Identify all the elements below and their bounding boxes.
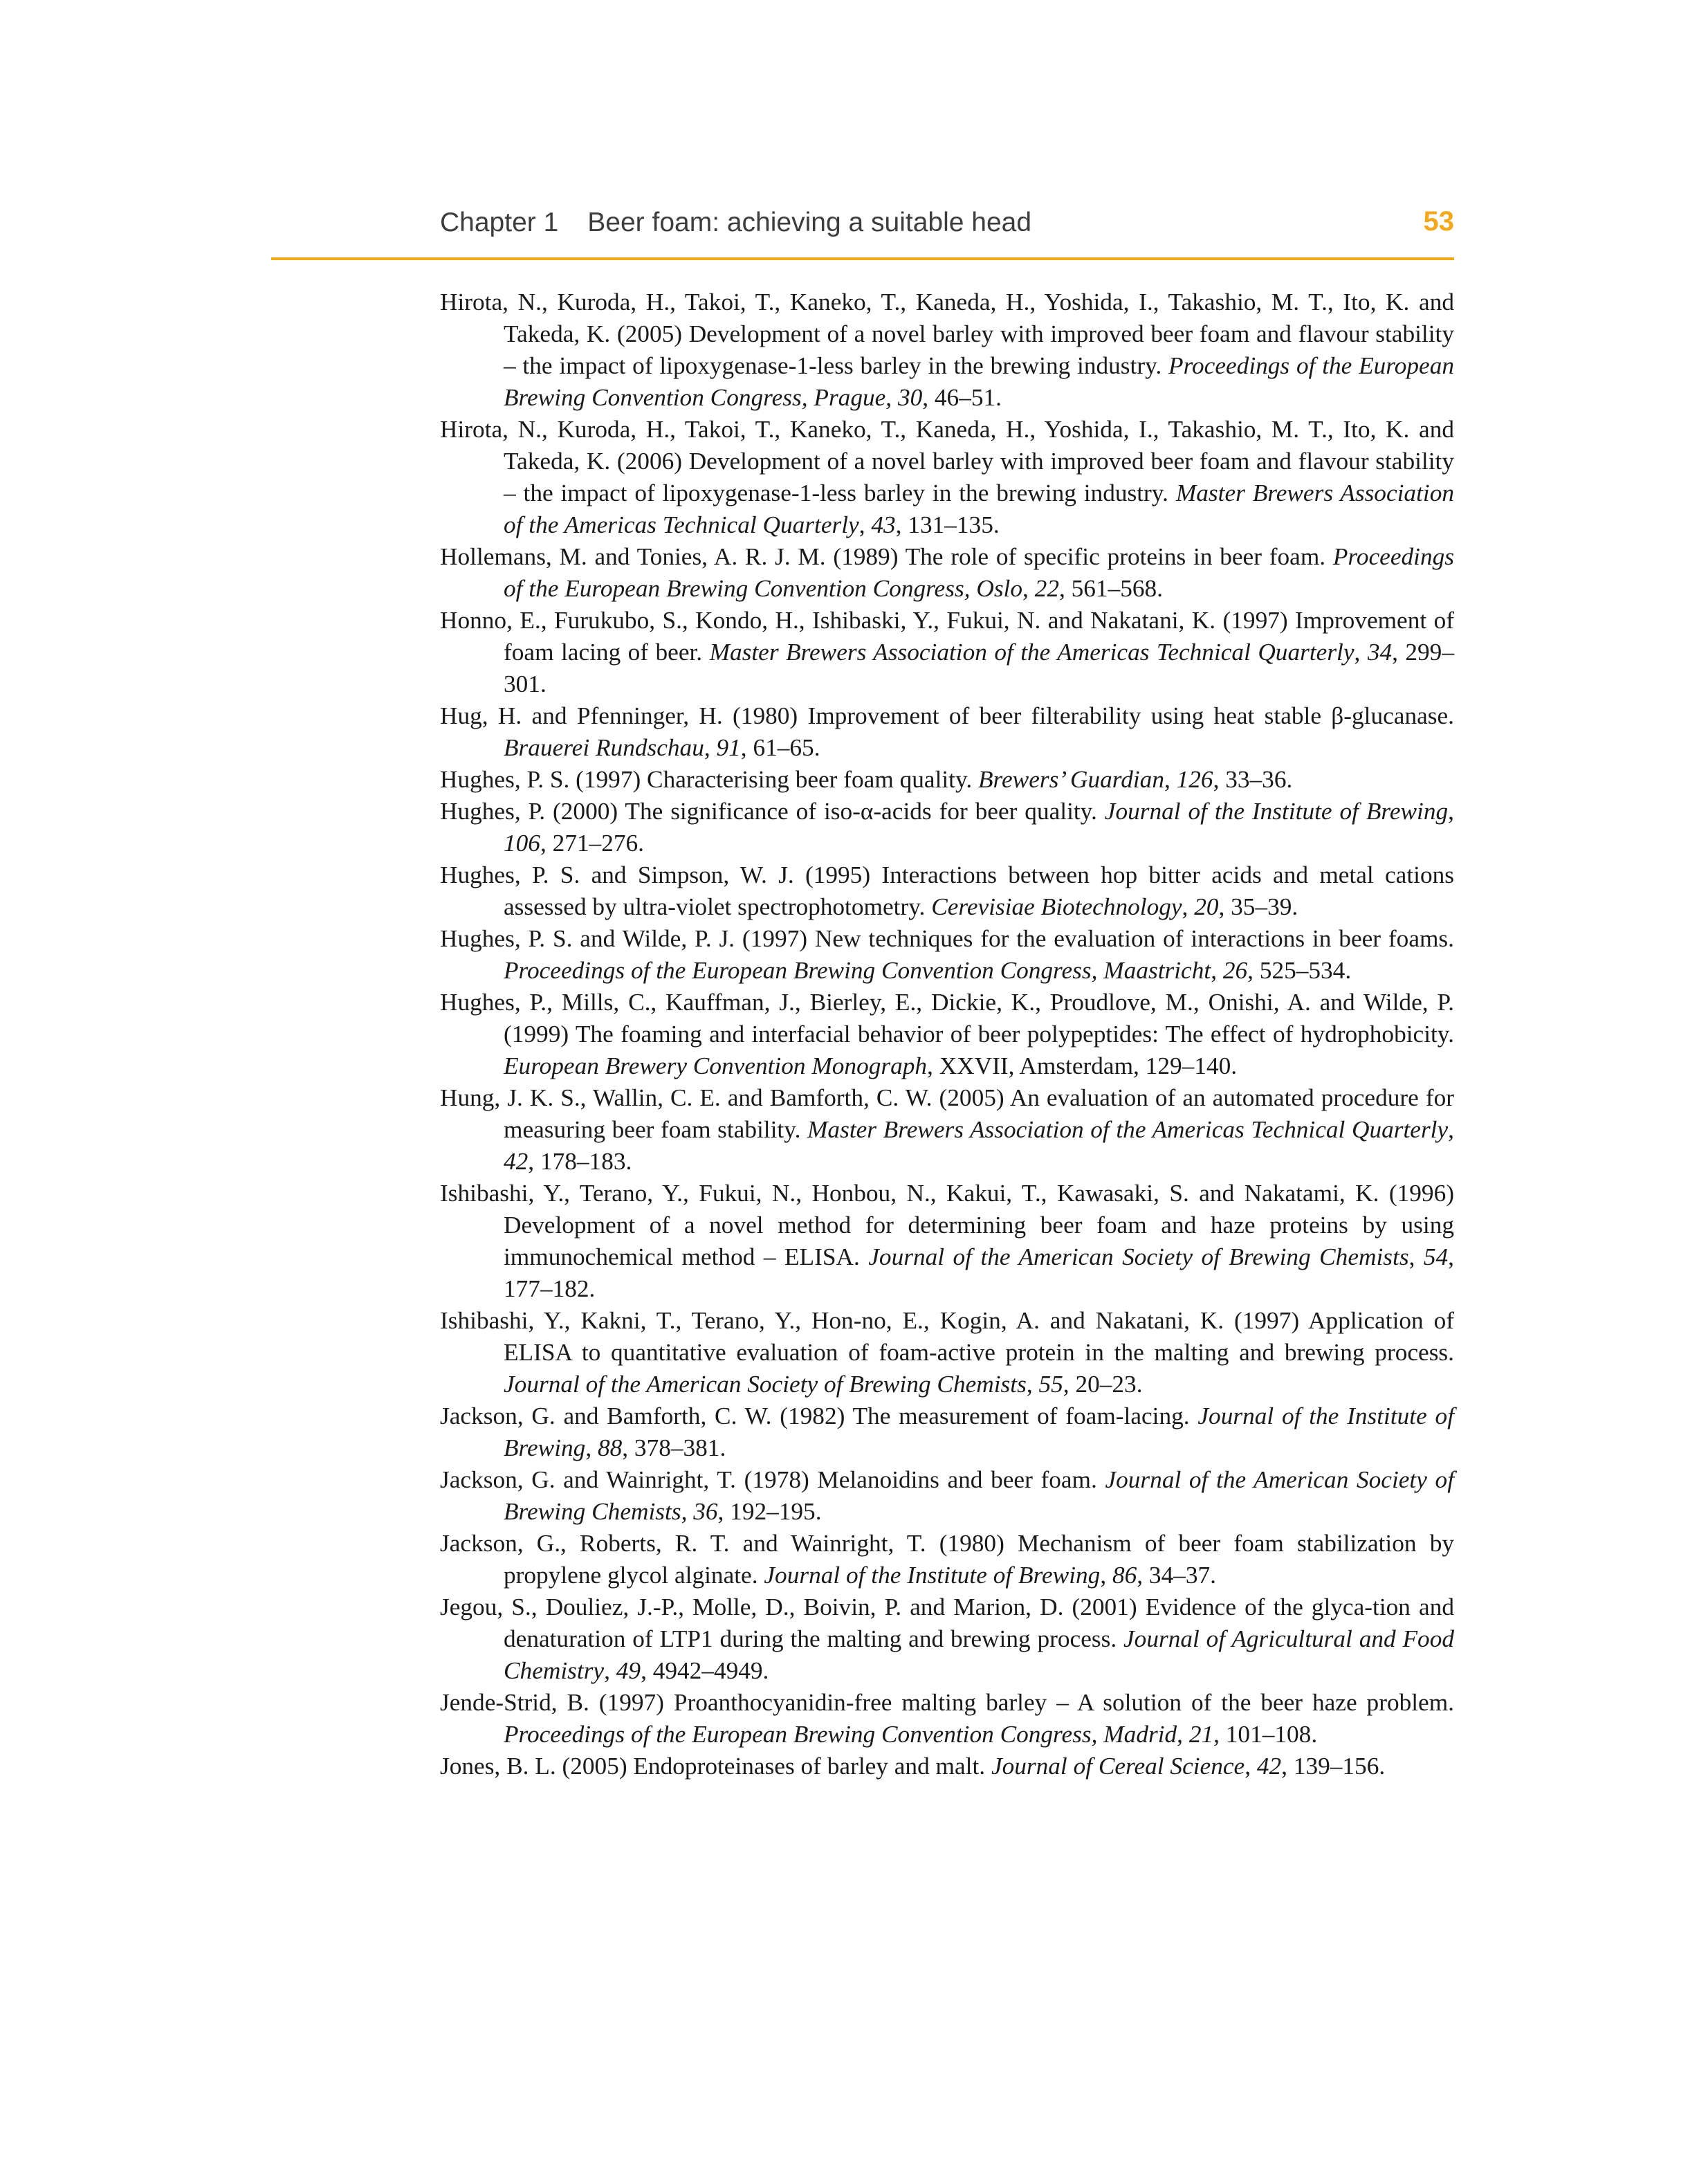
- reference-text: Ishibashi, Y., Terano, Y., Fukui, N., Honbou, N., Kakui, T., Kawasaki, S. and Nakatami, K. (1996) Development of a novel method for determining beer foam and haze proteins by using immunochemical method – ELISA.: [440, 1180, 1454, 1270]
- reference-entry: [440, 1400, 1454, 1464]
- reference-entry: [440, 700, 1454, 764]
- reference-separator: ,: [1448, 1116, 1454, 1143]
- running-header: [271, 201, 1454, 253]
- reference-pages: , 177–182.: [504, 1243, 1454, 1302]
- chapter-title: Beer foam: achieving a suitable head: [587, 208, 1032, 237]
- reference-source: Journal of the Institute of Brewing: [504, 1403, 1455, 1461]
- page-number: 53: [1423, 206, 1454, 237]
- reference-source: Journal of the Institute of Brewing: [1104, 798, 1449, 825]
- reference-source: Proceedings of the European Brewing Convention Congress, Madrid: [504, 1721, 1177, 1748]
- chapter-label: Chapter 1: [440, 208, 559, 237]
- reference-separator: ,: [858, 511, 872, 538]
- reference-separator: ,: [1182, 893, 1195, 920]
- reference-separator: ,: [585, 1434, 598, 1461]
- reference-text: Hughes, P. (2000) The significance of iso-α-acids for beer quality.: [440, 798, 1105, 825]
- reference-volume: 86: [1112, 1562, 1137, 1589]
- reference-text: Hug, H. and Pfenninger, H. (1980) Improvement of beer filterability using heat stable β-glucanase.: [440, 702, 1454, 729]
- reference-text: Hughes, P., Mills, C., Kauffman, J., Bierley, E., Dickie, K., Proudlove, M., Onishi, A. and Wilde, P. (1999) The foaming and interfacial behavior of beer polypeptides: The effect of hydrophobicity.: [440, 989, 1454, 1048]
- reference-source: Proceedings of the European Brewing Convention Congress, Prague: [504, 352, 1454, 411]
- reference-text: Jones, B. L. (2005) Endoproteinases of barley and malt.: [440, 1753, 991, 1780]
- reference-volume: 20: [1194, 893, 1219, 920]
- reference-entry: [440, 1751, 1454, 1782]
- reference-pages: , 20–23.: [1063, 1371, 1143, 1398]
- reference-volume: 34: [1367, 639, 1393, 666]
- reference-pages: , 4942–4949.: [641, 1657, 769, 1684]
- reference-text: Hirota, N., Kuroda, H., Takoi, T., Kaneko, T., Kaneda, H., Yoshida, I., Takashio, M. T., Ito, K. and Takeda, K. (2005) Development of a novel barley with improved beer foam and flavour stability – the impact of lipoxygenase-1-less barley in the brewing industry.: [440, 289, 1454, 379]
- header-rule: [271, 257, 1454, 260]
- reference-text: Hughes, P. S. and Wilde, P. J. (1997) New techniques for the evaluation of interactions in beer foams.: [440, 925, 1454, 952]
- reference-text: Honno, E., Furukubo, S., Kondo, H., Ishibaski, Y., Fukui, N. and Nakatani, K. (1997) Improvement of foam lacing of beer.: [440, 607, 1454, 666]
- reference-pages: , 131–135.: [895, 511, 1000, 538]
- reference-text: Jende-Strid, B. (1997) Proanthocyanidin-free malting barley – A solution of the beer haze problem.: [440, 1689, 1454, 1716]
- reference-entry: [440, 1687, 1454, 1751]
- reference-entry: [440, 541, 1454, 605]
- reference-separator: ,: [1245, 1753, 1257, 1780]
- reference-volume: 26: [1222, 957, 1248, 984]
- reference-volume: 30: [897, 384, 923, 411]
- reference-list: [440, 286, 1454, 1782]
- reference-pages: , 271–276.: [540, 830, 644, 857]
- reference-pages: , 139–156.: [1281, 1753, 1386, 1780]
- reference-volume: 21: [1188, 1721, 1214, 1748]
- reference-entry: [440, 1082, 1454, 1178]
- reference-pages: , 561–568.: [1058, 575, 1163, 602]
- reference-volume: 42: [504, 1148, 529, 1175]
- reference-entry: [440, 764, 1454, 796]
- reference-entry: [440, 859, 1454, 923]
- reference-entry: [440, 796, 1454, 859]
- reference-pages: , 299–301.: [504, 639, 1454, 697]
- reference-pages: , 35–39.: [1218, 893, 1298, 920]
- reference-entry: [440, 1305, 1454, 1400]
- reference-pages: , 178–183.: [528, 1148, 632, 1175]
- reference-entry: [440, 286, 1454, 414]
- reference-text: Jackson, G. and Bamforth, C. W. (1982) The measurement of foam-lacing.: [440, 1403, 1198, 1429]
- reference-source: Master Brewers Association of the Americas Technical Quarterly: [504, 479, 1454, 538]
- reference-source: Master Brewers Association of the Americas Technical Quarterly: [709, 639, 1355, 666]
- reference-volume: 106: [504, 830, 540, 857]
- reference-separator: ,: [1177, 1721, 1189, 1748]
- reference-source: Brauerei Rundschau: [504, 734, 704, 761]
- reference-entry: [440, 1464, 1454, 1528]
- reference-separator: ,: [1164, 766, 1177, 793]
- reference-source: Cerevisiae Biotechnology: [931, 893, 1182, 920]
- reference-volume: 42: [1256, 1753, 1282, 1780]
- reference-source: Proceedings of the European Brewing Convention Congress, Maastricht: [504, 957, 1211, 984]
- reference-separator: ,: [704, 734, 717, 761]
- reference-pages: , XXVII, Amsterdam, 129–140.: [927, 1052, 1238, 1079]
- reference-source: Proceedings of the European Brewing Convention Congress, Oslo: [504, 543, 1454, 602]
- reference-volume: 49: [616, 1657, 641, 1684]
- reference-text: Hollemans, M. and Tonies, A. R. J. M. (1989) The role of specific proteins in beer foam.: [440, 543, 1333, 570]
- reference-text: Hirota, N., Kuroda, H., Takoi, T., Kaneko, T., Kaneda, H., Yoshida, I., Takashio, M. T., Ito, K. and Takeda, K. (2006) Development of a novel barley with improved beer foam and flavour stability – the impact of lipoxygenase-1-less barley in the brewing industry.: [440, 416, 1454, 506]
- reference-source: Journal of Agricultural and Food Chemistry: [504, 1625, 1454, 1684]
- reference-separator: ,: [604, 1657, 616, 1684]
- reference-entry: [440, 1591, 1454, 1687]
- reference-source: Journal of the American Society of Brewing Chemists: [868, 1243, 1409, 1270]
- reference-text: Jackson, G., Roberts, R. T. and Wainright, T. (1980) Mechanism of beer foam stabilization by propylene glycol alginate.: [440, 1530, 1454, 1589]
- reference-source: Journal of the American Society of Brewing Chemists: [504, 1466, 1454, 1525]
- reference-source: Journal of the Institute of Brewing: [764, 1562, 1101, 1589]
- reference-volume: 126: [1176, 766, 1213, 793]
- reference-text: Hughes, P. S. and Simpson, W. J. (1995) Interactions between hop bitter acids and metal cations assessed by ultra-violet spectrophotometry.: [440, 861, 1454, 920]
- reference-volume: 22: [1034, 575, 1059, 602]
- chapter-heading: [440, 208, 1031, 238]
- reference-source: Master Brewers Association of the Americas Technical Quarterly: [807, 1116, 1449, 1143]
- reference-source: Journal of Cereal Science: [991, 1753, 1245, 1780]
- reference-source: European Brewery Convention Monograph: [504, 1052, 928, 1079]
- reference-text: Jackson, G. and Wainright, T. (1978) Melanoidins and beer foam.: [440, 1466, 1105, 1493]
- reference-pages: , 378–381.: [622, 1434, 726, 1461]
- reference-separator: ,: [1211, 957, 1223, 984]
- reference-entry: [440, 987, 1454, 1082]
- reference-volume: 91: [716, 734, 741, 761]
- reference-separator: ,: [1100, 1562, 1112, 1589]
- reference-volume: 36: [693, 1498, 718, 1525]
- reference-entry: [440, 1528, 1454, 1591]
- reference-volume: 55: [1038, 1371, 1063, 1398]
- reference-separator: ,: [681, 1498, 694, 1525]
- reference-pages: , 46–51.: [922, 384, 1002, 411]
- reference-text: Jegou, S., Douliez, J.-P., Molle, D., Boivin, P. and Marion, D. (2001) Evidence of the glyca-tion and denaturation of LTP1 during the malting and brewing process.: [440, 1593, 1454, 1652]
- reference-separator: ,: [1026, 1371, 1039, 1398]
- reference-text: Ishibashi, Y., Kakni, T., Terano, Y., Hon-no, E., Kogin, A. and Nakatani, K. (1997) Application of ELISA to quantitative evaluation of foam-active protein in the malting and brewing process.: [440, 1307, 1454, 1366]
- reference-volume: 88: [597, 1434, 623, 1461]
- reference-separator: ,: [1022, 575, 1035, 602]
- reference-text: Hung, J. K. S., Wallin, C. E. and Bamforth, C. W. (2005) An evaluation of an automated procedure for measuring beer foam stability.: [440, 1084, 1454, 1143]
- reference-pages: , 34–37.: [1137, 1562, 1216, 1589]
- reference-source: Journal of the American Society of Brewing Chemists: [504, 1371, 1027, 1398]
- reference-entry: [440, 923, 1454, 987]
- reference-pages: , 61–65.: [740, 734, 820, 761]
- reference-entry: [440, 605, 1454, 700]
- reference-volume: 54: [1423, 1243, 1449, 1270]
- reference-separator: ,: [885, 384, 898, 411]
- reference-volume: 43: [871, 511, 896, 538]
- reference-pages: , 101–108.: [1213, 1721, 1318, 1748]
- reference-entry: [440, 414, 1454, 541]
- reference-pages: , 525–534.: [1247, 957, 1352, 984]
- reference-text: Hughes, P. S. (1997) Characterising beer foam quality.: [440, 766, 978, 793]
- reference-pages: , 192–195.: [717, 1498, 822, 1525]
- reference-separator: ,: [1354, 639, 1368, 666]
- reference-pages: , 33–36.: [1213, 766, 1293, 793]
- reference-entry: [440, 1178, 1454, 1305]
- reference-source: Brewers’ Guardian: [978, 766, 1164, 793]
- reference-separator: ,: [1408, 1243, 1424, 1270]
- reference-separator: ,: [1448, 798, 1454, 825]
